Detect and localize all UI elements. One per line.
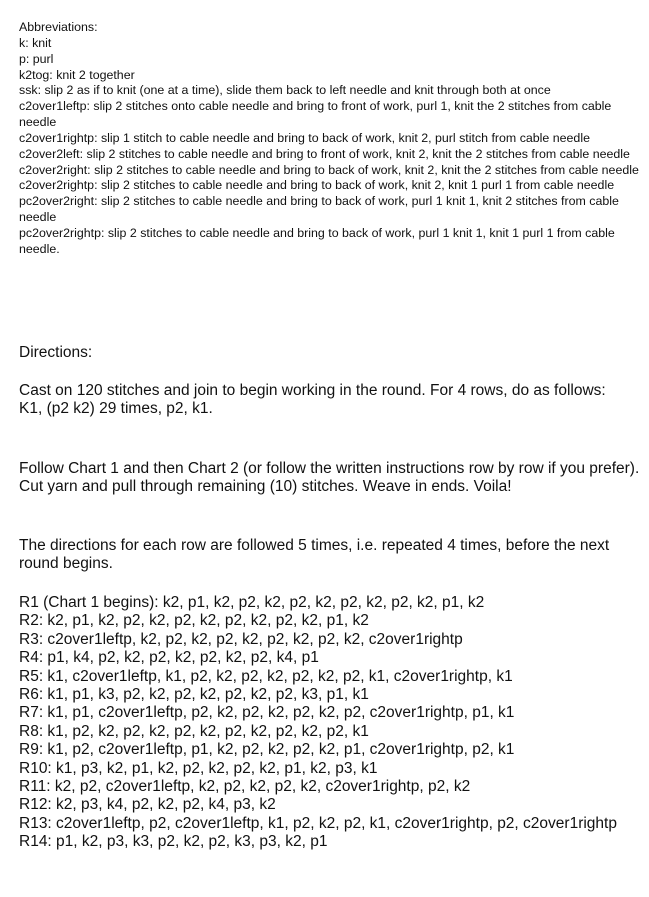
row-instruction: R14: p1, k2, p3, k3, p2, k2, p2, k3, p3, k2, p1 (19, 833, 328, 851)
row-instruction: R3: c2over1leftp, k2, p2, k2, p2, k2, p2, k2, p2, k2, c2over1rightp (19, 630, 463, 648)
abbreviation-knit: k: knit (19, 35, 52, 50)
abbreviation-c2over1rightp: c2over1rightp: slip 1 stitch to cable needle and bring to back of work, knit 2, purl stitch from cable needle (19, 130, 590, 145)
row-instruction: R13: c2over1leftp, p2, c2over1leftp, k1, p2, k2, p2, k1, c2over1rightp, p2, c2over1rightp (19, 814, 617, 832)
row-instruction: R10: k1, p3, k2, p1, k2, p2, k2, p2, k2, p1, k2, p3, k1 (19, 759, 378, 777)
row-instructions (19, 594, 644, 852)
row-instruction: R6: k1, p1, k3, p2, k2, p2, k2, p2, k2, p2, k3, p1, k1 (19, 686, 369, 704)
row-instruction: R9: k1, p2, c2over1leftp, p1, k2, p2, k2, p2, k2, p1, c2over1rightp, p2, k1 (19, 741, 515, 759)
row-instruction: R11: k2, p2, c2over1leftp, k2, p2, k2, p2, k2, c2over1rightp, p2, k2 (19, 778, 471, 796)
abbreviation-pc2over2right: pc2over2right: slip 2 stitches to cable needle and bring to back of work, purl 1 knit 1, knit 2 stitches from cable needle (19, 194, 619, 225)
abbreviation-c2over2right: c2over2right: slip 2 stitches to cable needle and bring to back of work, knit 2, knit the 2 stitches from cable needle (19, 162, 639, 177)
row-instruction: R1 (Chart 1 begins): k2, p1, k2, p2, k2, p2, k2, p2, k2, p2, k2, p1, k2 (19, 594, 485, 611)
rib-row-text: K1, (p2 k2) 29 times, p2, k1. (19, 400, 213, 418)
directions-heading-block (19, 344, 644, 362)
row-instruction: R7: k1, p1, c2over1leftp, p2, k2, p2, k2, p2, k2, p2, c2over1rightp, p1, k1 (19, 704, 515, 722)
row-instruction: R2: k2, p1, k2, p2, k2, p2, k2, p2, k2, p2, k2, p1, k2 (19, 612, 369, 630)
abbreviation-c2over2rightp: c2over2rightp: slip 2 stitches to cable needle and bring to back of work, knit 2, knit 1 purl 1 from cable needle (19, 178, 615, 193)
cast-on-section (19, 382, 644, 419)
abbreviation-c2over2left: c2over2left: slip 2 stitches to cable needle and bring to front of work, knit 2, knit the 2 stitches from cable needle (19, 146, 630, 161)
abbreviations-heading: Abbreviations: (19, 20, 98, 34)
repeat-note-text: The directions for each row are followed 5 times, i.e. repeated 4 times, before the next round begins. (19, 537, 610, 573)
abbreviation-purl: p: purl (19, 51, 54, 66)
row-instruction: R12: k2, p3, k4, p2, k2, p2, k4, p3, k2 (19, 796, 276, 814)
follow-charts-section (19, 460, 644, 497)
row-instruction: R4: p1, k4, p2, k2, p2, k2, p2, k2, p2, k4, p1 (19, 649, 319, 667)
abbreviation-c2over1leftp: c2over1leftp: slip 2 stitches onto cable needle and bring to front of work, purl 1, knit the 2 stitches from cable needle (19, 99, 612, 130)
abbreviations-section (19, 20, 641, 258)
abbreviation-pc2over2rightp: pc2over2rightp: slip 2 stitches to cable needle and bring to back of work, purl 1 knit 1, knit 1 purl 1 from cable needle. (19, 225, 615, 256)
follow-charts-text: Follow Chart 1 and then Chart 2 (or follow the written instructions row by row if you prefer). Cut yarn and pull through remaining (10) stitches. Weave in ends. Voila! (19, 460, 640, 496)
cast-on-text: Cast on 120 stitches and join to begin working in the round. For 4 rows, do as follows: (19, 382, 606, 399)
abbreviation-k2tog: k2tog: knit 2 together (19, 67, 135, 82)
directions-heading: Directions: (19, 344, 93, 361)
row-instruction: R5: k1, c2over1leftp, k1, p2, k2, p2, k2, p2, k2, p2, k1, c2over1rightp, k1 (19, 667, 513, 685)
row-instruction: R8: k1, p2, k2, p2, k2, p2, k2, p2, k2, p2, k2, p2, k1 (19, 722, 369, 740)
abbreviation-ssk: ssk: slip 2 as if to knit (one at a time), slide them back to left needle and knit through both at once (19, 83, 551, 98)
repeat-note-section (19, 537, 644, 574)
